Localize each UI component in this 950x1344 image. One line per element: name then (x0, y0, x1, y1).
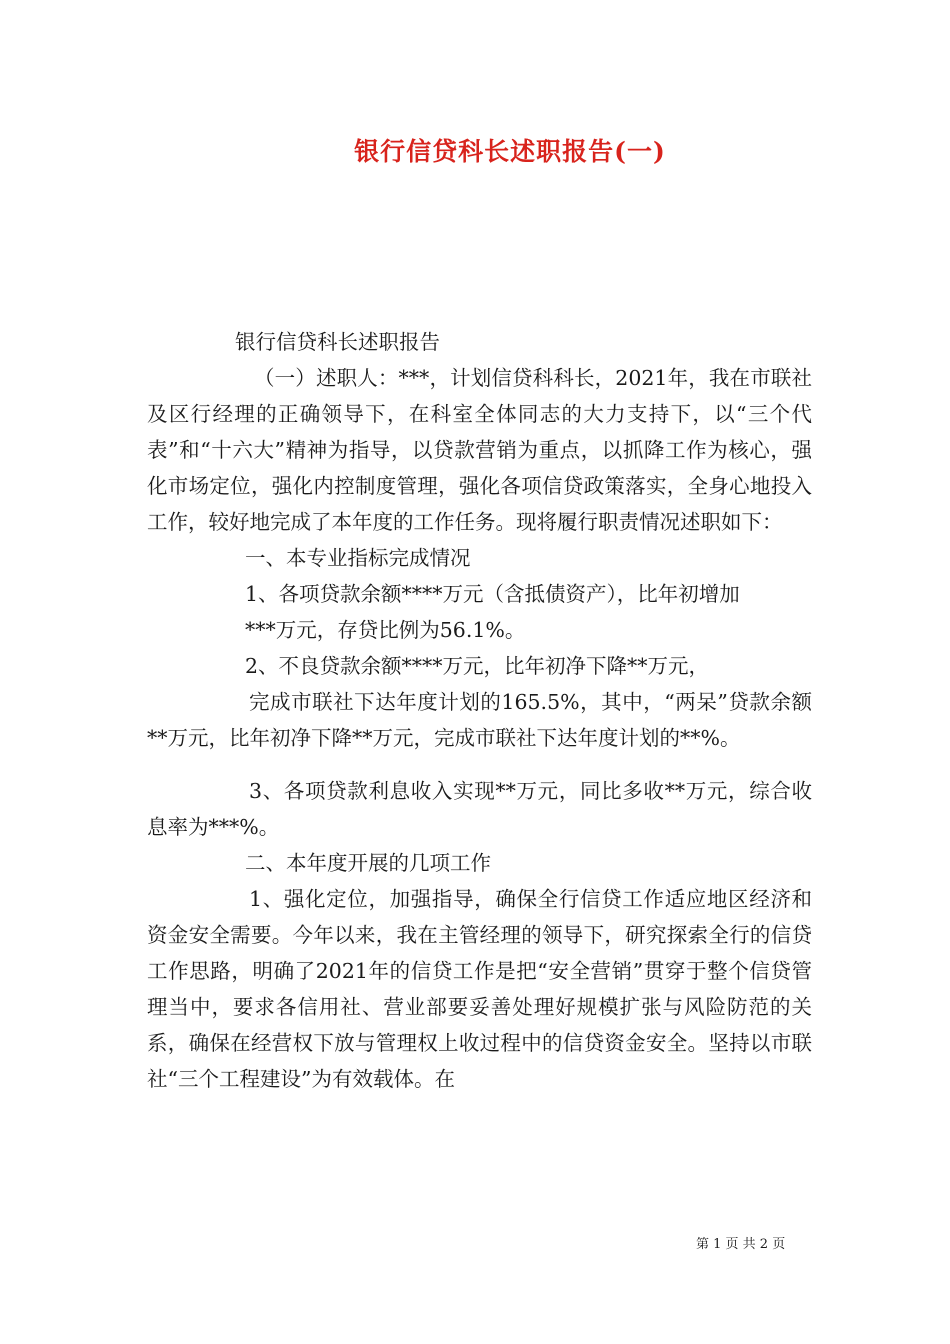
indicator-item-2: 2、不良贷款余额****万元，比年初净下降**万元， (245, 654, 710, 678)
page-footer: 第 1 页 共 2 页 (696, 1237, 786, 1252)
document-title: 银行信贷科长述职报告(一) (354, 137, 666, 166)
indicator-item-1-cont: ***万元，存贷比例为56.1%。 (245, 618, 526, 642)
indicator-item-1: 1、各项贷款余额****万元（含抵债资产），比年初增加 (245, 582, 740, 606)
indicator-item-3: 3、各项贷款利息收入实现**万元，同比多收**万元，综合收息率为***%。 (147, 779, 812, 839)
document-subtitle: 银行信贷科长述职报告 (235, 330, 440, 354)
section-heading-2: 二、本年度开展的几项工作 (245, 851, 491, 875)
indicator-item-2-cont: 完成市联社下达年度计划的165.5%，其中，“两呆”贷款余额**万元，比年初净下降**万元，完成市联社下达年度计划的**%。 (147, 690, 812, 750)
section-heading-1: 一、本专业指标完成情况 (245, 546, 471, 570)
work-item-1: 1、强化定位，加强指导，确保全行信贷工作适应地区经济和资金安全需要。今年以来，我在主管经理的领导下，研究探索全行的信贷工作思路，明确了2021年的信贷工作是把“安全营销”贯穿于整个信贷管理当中，要求各信用社、营业部要妥善处理好规模扩张与风险防范的关系，确保在经营权下放与管理权上收过程中的信贷资金安全。坚持以市联社“三个工程建设”为有效载体。在 (147, 887, 812, 1091)
intro-paragraph: （一）述职人：***，计划信贷科科长，2021年，我在市联社及区行经理的正确领导下，在科室全体同志的大力支持下，以“三个代表”和“十六大”精神为指导，以贷款营销为重点，以抓降工作为核心，强化市场定位，强化内控制度管理，强化各项信贷政策落实，全身心地投入工作，较好地完成了本年度的工作任务。现将履行职责情况述职如下： (147, 366, 812, 534)
document-body (147, 324, 812, 1097)
